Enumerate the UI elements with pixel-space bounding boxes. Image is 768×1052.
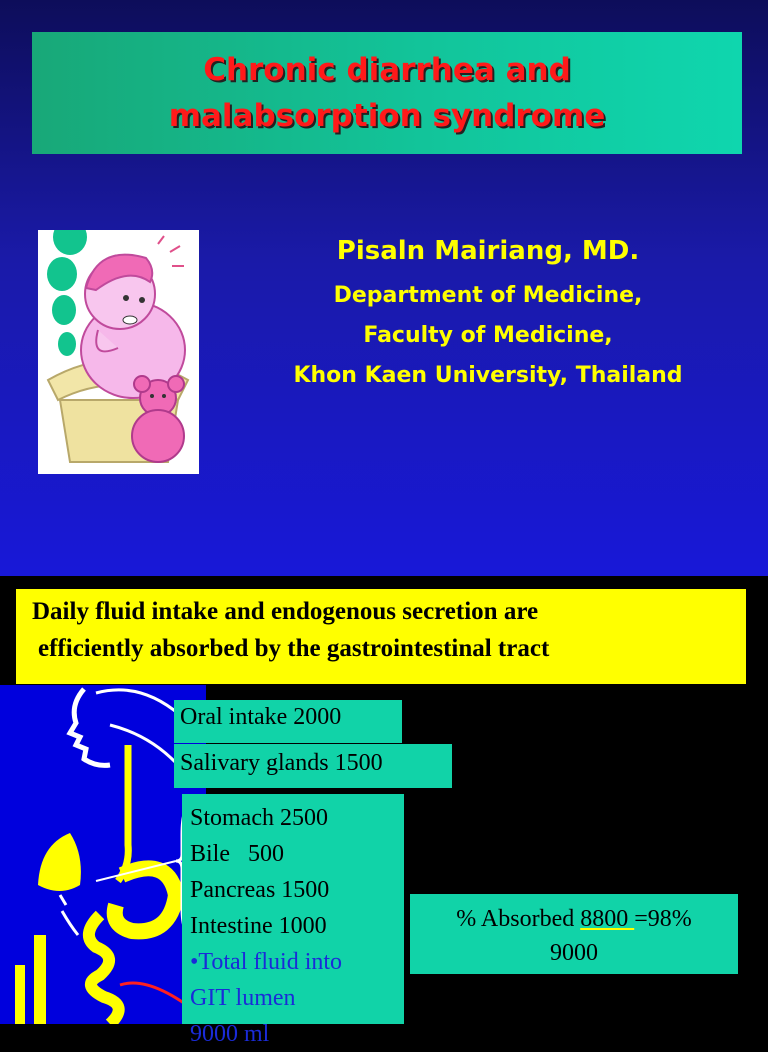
title-banner	[32, 32, 742, 154]
total-volume-label: 9000 ml	[190, 1021, 270, 1047]
pancreas-label: Pancreas 1500	[190, 877, 330, 903]
affiliation-university: Khon Kaen University, Thailand	[293, 363, 683, 388]
affiliation-department: Department of Medicine,	[333, 283, 643, 308]
stomach-shape	[115, 868, 176, 931]
bile-label: Bile 500	[190, 841, 284, 867]
heading-line-2: efficiently absorbed by the gastrointestinal tract	[38, 635, 550, 662]
title-line-2: malabsorption syndrome	[168, 98, 606, 134]
bile-duct	[60, 895, 78, 935]
absorbed-result: =98%	[634, 906, 692, 932]
liver-shape	[38, 833, 81, 891]
secretions-box	[182, 794, 404, 1047]
esophagus	[118, 745, 128, 881]
absorbed-percentage-box	[410, 894, 738, 974]
pointer-oral	[96, 690, 180, 715]
absorbed-denominator: 9000	[550, 940, 598, 966]
slide-heading	[16, 589, 746, 684]
git-lumen-label: GIT lumen	[190, 985, 296, 1011]
absorbed-numerator: 8800	[580, 906, 635, 932]
fluid-balance-slide	[0, 576, 768, 1047]
stomach-label: Stomach 2500	[190, 805, 328, 831]
absorbed-formula	[410, 902, 738, 936]
pointer-saliva	[110, 725, 178, 765]
total-fluid-label: •Total fluid into	[190, 949, 343, 975]
author-block	[216, 236, 760, 396]
heading-line-1: Daily fluid intake and endogenous secretion are	[32, 598, 539, 625]
child-on-potty-icon	[38, 230, 199, 474]
absorbed-prefix: % Absorbed	[456, 906, 581, 932]
salivary-glands-label: Salivary glands 1500	[174, 744, 452, 788]
oral-intake-label: Oral intake 2000	[174, 700, 402, 743]
intestine-shape	[89, 915, 119, 1024]
child-on-potty-illustration	[38, 230, 199, 474]
intestine-label: Intestine 1000	[190, 913, 327, 939]
affiliation-faculty: Faculty of Medicine,	[363, 323, 613, 348]
title-line-1: Chronic diarrhea and	[203, 52, 571, 88]
author-name: Pisaln Mairiang, MD.	[336, 236, 640, 266]
face-outline	[70, 689, 110, 765]
